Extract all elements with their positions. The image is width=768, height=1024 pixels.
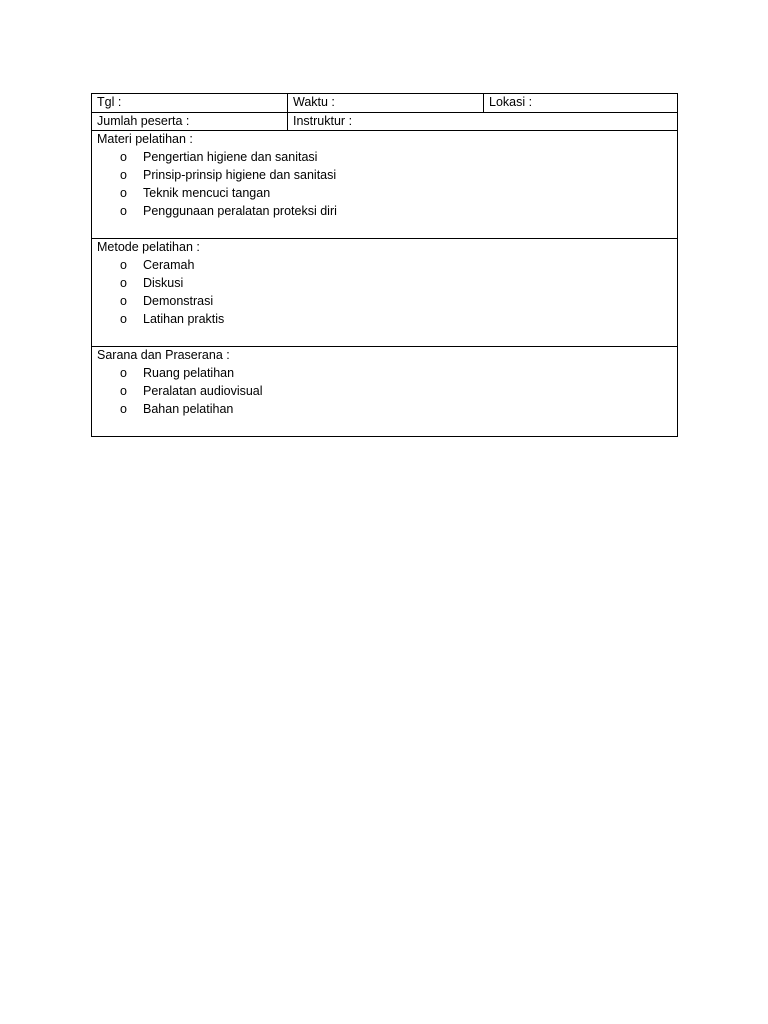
bullet-marker: o xyxy=(120,312,127,326)
list-item-text: Peralatan audiovisual xyxy=(143,384,263,398)
list-item xyxy=(120,274,677,292)
list-item-text: Teknik mencuci tangan xyxy=(143,186,271,200)
materi-section xyxy=(92,131,678,239)
list-item-text: Pengertian higiene dan sanitasi xyxy=(143,150,318,164)
bullet-marker: o xyxy=(120,258,127,272)
jumlah-peserta-label: Jumlah peserta : xyxy=(97,114,190,128)
list-item-text: Diskusi xyxy=(143,276,184,290)
list-item xyxy=(120,166,677,184)
instruktur-cell xyxy=(288,113,678,131)
header-row xyxy=(92,94,678,113)
bullet-marker: o xyxy=(120,366,127,380)
metode-section xyxy=(92,239,678,347)
sarana-list xyxy=(97,364,677,418)
list-item xyxy=(120,148,677,166)
instruktur-label: Instruktur : xyxy=(293,114,353,128)
bullet-marker: o xyxy=(120,384,127,398)
materi-heading: Materi pelatihan : xyxy=(97,132,193,146)
sarana-heading: Sarana dan Praserana : xyxy=(97,348,230,362)
materi-row xyxy=(92,131,678,239)
list-item-text: Ruang pelatihan xyxy=(143,366,235,380)
bullet-marker: o xyxy=(120,276,127,290)
lokasi-label: Lokasi : xyxy=(489,95,533,109)
materi-list xyxy=(97,148,677,220)
tgl-label: Tgl : xyxy=(97,95,122,109)
list-item xyxy=(120,184,677,202)
metode-list xyxy=(97,256,677,328)
sarana-row xyxy=(92,347,678,437)
metode-heading: Metode pelatihan : xyxy=(97,240,200,254)
bullet-marker: o xyxy=(120,204,127,218)
list-item xyxy=(120,256,677,274)
list-item xyxy=(120,292,677,310)
training-form-table xyxy=(91,93,678,437)
list-item-text: Penggunaan peralatan proteksi diri xyxy=(143,204,337,218)
list-item xyxy=(120,364,677,382)
list-item xyxy=(120,400,677,418)
waktu-cell xyxy=(288,94,484,113)
participant-row xyxy=(92,113,678,131)
bullet-marker: o xyxy=(120,294,127,308)
tgl-cell xyxy=(92,94,288,113)
list-item-text: Demonstrasi xyxy=(143,294,214,308)
list-item xyxy=(120,202,677,220)
list-item-text: Latihan praktis xyxy=(143,312,225,326)
list-item-text: Prinsip-prinsip higiene dan sanitasi xyxy=(143,168,337,182)
bullet-marker: o xyxy=(120,150,127,164)
list-item xyxy=(120,382,677,400)
metode-row xyxy=(92,239,678,347)
waktu-label: Waktu : xyxy=(293,95,335,109)
list-item-text: Ceramah xyxy=(143,258,195,272)
bullet-marker: o xyxy=(120,186,127,200)
jumlah-peserta-cell xyxy=(92,113,288,131)
bullet-marker: o xyxy=(120,168,127,182)
list-item-text: Bahan pelatihan xyxy=(143,402,234,416)
lokasi-cell xyxy=(484,94,678,113)
bullet-marker: o xyxy=(120,402,127,416)
list-item xyxy=(120,310,677,328)
sarana-section xyxy=(92,347,678,437)
